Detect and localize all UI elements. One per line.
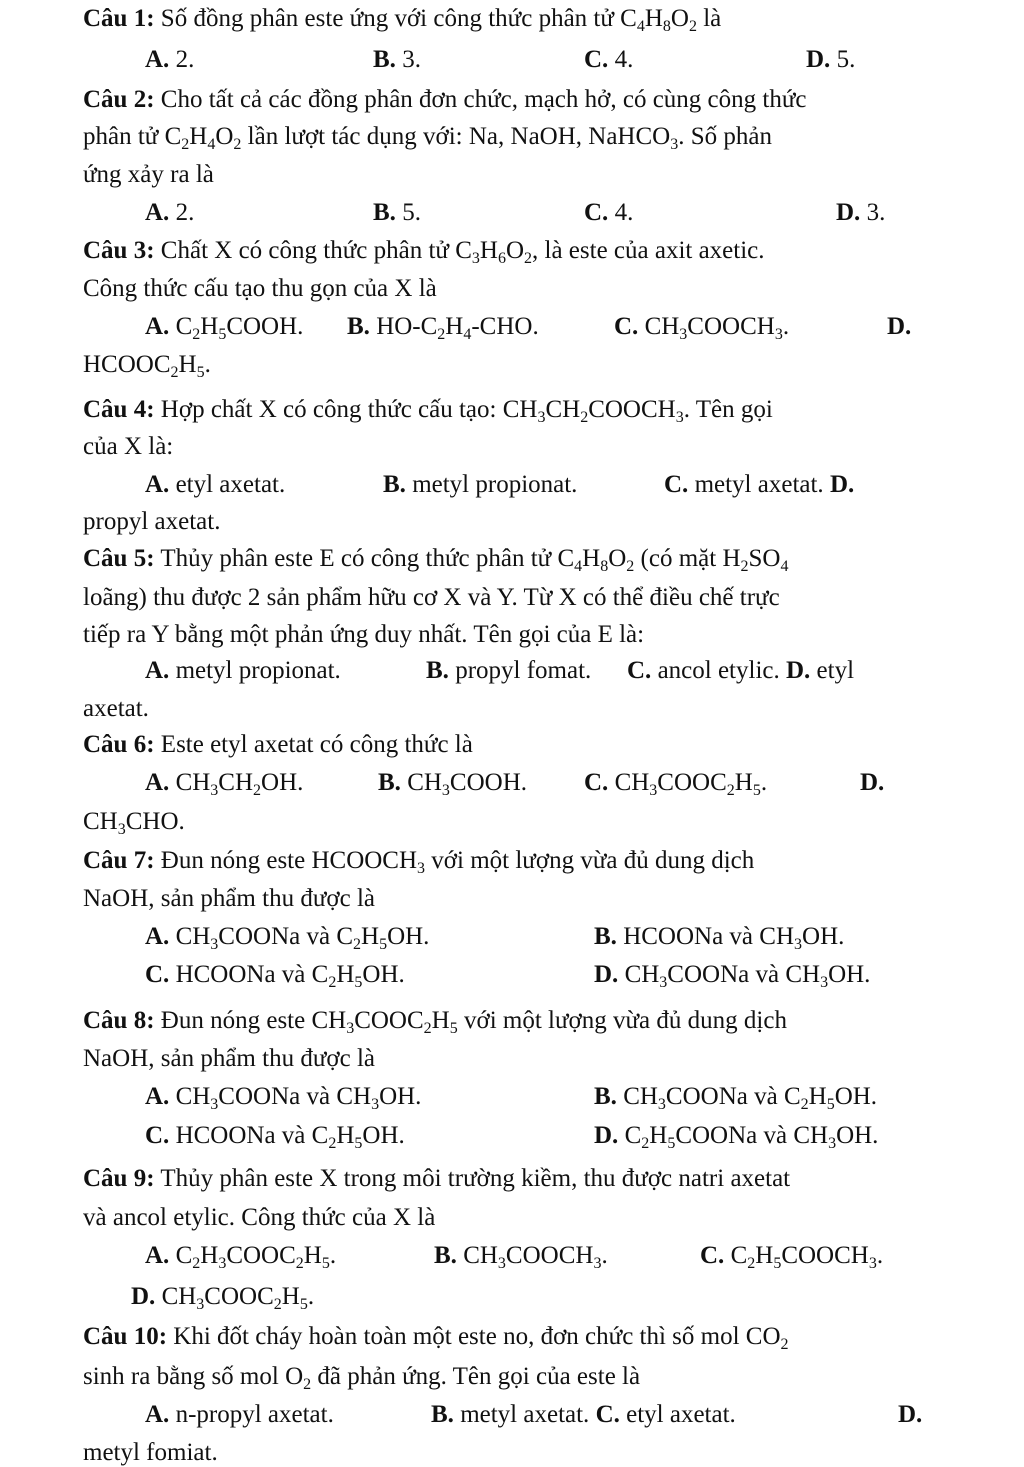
question-3-option-a[interactable]: A. $C_2H_5COOH$.: [145, 313, 304, 343]
question-4-stem-line-2: của X là:: [83, 433, 174, 460]
question-1-option-a[interactable]: A. 2.: [145, 46, 195, 73]
question-2-stem-line-2: phân tử $C_2H_4O_2$ lần lượt tác dụng với: Na, NaOH, NaHCO$_3$. Số phản: [83, 123, 772, 153]
question-3-option-d-letter[interactable]: D.: [887, 313, 912, 340]
question-8-option-b[interactable]: B. $CH_3COONa$ và $C_2H_5OH$.: [594, 1083, 878, 1113]
question-1-option-b[interactable]: B. 3.: [373, 46, 421, 73]
question-9-option-a[interactable]: A. $C_2H_3COOC_2H_5$.: [145, 1242, 337, 1272]
question-1-option-c[interactable]: C. 4.: [584, 46, 634, 73]
question-7-stem: Câu 7: Đun nóng este $HCOOCH_3$ với một lượng vừa đủ dung dịch: [83, 847, 755, 877]
question-2-option-d[interactable]: D. 3.: [836, 199, 886, 226]
question-10-option-a[interactable]: A. n-propyl axetat.: [145, 1401, 334, 1428]
question-3-option-c[interactable]: C. $CH_3COOCH_3$.: [614, 313, 790, 343]
question-5-label: Câu 5:: [83, 545, 155, 572]
question-2-stem-line-3: ứng xảy ra là: [83, 161, 214, 188]
question-6-label: Câu 6:: [83, 731, 155, 758]
question-2-option-b[interactable]: B. 5.: [373, 199, 421, 226]
question-2-stem: Câu 2: Cho tất cả các đồng phân đơn chức, mạch hở, có cùng công thức: [83, 86, 807, 113]
question-8-option-c[interactable]: C. HCOONa và $C_2H_5OH$.: [145, 1122, 405, 1152]
question-5-stem-line-2: loãng) thu được 2 sản phẩm hữu cơ X và Y. Từ X có thể điều chế trực: [83, 584, 780, 611]
question-3-option-b[interactable]: B. $HO-C_2H_4$-CHO.: [347, 313, 539, 343]
question-6-option-d-letter[interactable]: D.: [860, 769, 885, 796]
question-5-stem: Câu 5: Thủy phân este E có công thức phân tử $C_4H_8O_2$ (có mặt $H_2SO_4$: [83, 545, 789, 575]
question-9-option-b[interactable]: B. $CH_3COOCH_3$.: [434, 1242, 608, 1272]
question-9-stem: Câu 9: Thủy phân este X trong môi trường kiềm, thu được natri axetat: [83, 1165, 791, 1192]
question-10-option-d-letter[interactable]: D.: [898, 1401, 923, 1428]
question-8-label: Câu 8:: [83, 1007, 155, 1034]
question-1-label: Câu 1:: [83, 5, 155, 32]
question-7-option-b[interactable]: B. HCOONa và $CH_3OH$.: [594, 923, 845, 953]
question-1-stem: Câu 1: Số đồng phân este ứng với công thức phân tử $C_4H_8O_2$ là: [83, 5, 722, 35]
question-2-option-a[interactable]: A. 2.: [145, 199, 195, 226]
question-6-option-c[interactable]: C. $CH_3COOC_2H_5$.: [584, 769, 768, 799]
question-7-option-c[interactable]: C. HCOONa và $C_2H_5OH$.: [145, 961, 405, 991]
question-4-option-a[interactable]: A. etyl axetat.: [145, 471, 286, 498]
question-8-option-d[interactable]: D. $C_2H_5COONa$ và $CH_3OH$.: [594, 1122, 879, 1152]
question-6-option-a[interactable]: A. $CH_3CH_2OH$.: [145, 769, 304, 799]
question-7-option-a[interactable]: A. $CH_3COONa$ và $C_2H_5OH$.: [145, 923, 430, 953]
question-5-option-b[interactable]: B. propyl fomat.: [426, 657, 592, 684]
question-10-option-b[interactable]: B. metyl axetat. C. etyl axetat.: [431, 1401, 736, 1428]
question-4-stem: Câu 4: Hợp chất X có công thức cấu tạo: $CH_3CH_2COOCH_3$. Tên gọi: [83, 396, 773, 426]
question-9-stem-line-2: và ancol etylic. Công thức của X là: [83, 1204, 436, 1231]
question-3-stem-line-2: Công thức cấu tạo thu gọn của X là: [83, 275, 437, 302]
question-10-label: Câu 10:: [83, 1323, 168, 1350]
question-3-stem: Câu 3: Chất X có công thức phân tử $C_3H_6O_2$, là este của axit axetic.: [83, 237, 765, 267]
question-2-label: Câu 2:: [83, 86, 155, 113]
question-5-option-d[interactable]: axetat.: [83, 695, 149, 722]
question-6-option-b[interactable]: B. $CH_3COOH$.: [378, 769, 528, 799]
question-4-option-c[interactable]: C. metyl axetat. D.: [664, 471, 855, 498]
question-9-option-d[interactable]: D. $CH_3COOC_2H_5$.: [131, 1283, 315, 1313]
question-7-stem-line-2: NaOH, sản phẩm thu được là: [83, 885, 375, 912]
question-4-option-d[interactable]: propyl axetat.: [83, 508, 221, 535]
question-6-stem: Câu 6: Este etyl axetat có công thức là: [83, 731, 473, 758]
question-3-option-d[interactable]: $HCOOC_2H_5$.: [83, 351, 211, 381]
question-5-option-a[interactable]: A. metyl propionat.: [145, 657, 341, 684]
question-2-option-c[interactable]: C. 4.: [584, 199, 634, 226]
question-3-label: Câu 3:: [83, 237, 155, 264]
question-7-option-d[interactable]: D. $CH_3COONa$ và $CH_3OH$.: [594, 961, 871, 991]
question-1-option-d[interactable]: D. 5.: [806, 46, 856, 73]
question-7-label: Câu 7:: [83, 847, 155, 874]
question-8-stem: Câu 8: Đun nóng este $CH_3COOC_2H_5$ với một lượng vừa đủ dung dịch: [83, 1007, 787, 1037]
question-10-option-d[interactable]: metyl fomiat.: [83, 1439, 218, 1466]
question-5-stem-line-3: tiếp ra Y bằng một phản ứng duy nhất. Tên gọi của E là:: [83, 621, 645, 648]
question-10-stem: Câu 10: Khi đốt cháy hoàn toàn một este no, đơn chức thì số mol $CO_2$: [83, 1323, 789, 1353]
question-8-option-a[interactable]: A. $CH_3COONa$ và $CH_3OH$.: [145, 1083, 422, 1113]
question-9-label: Câu 9:: [83, 1165, 155, 1192]
question-4-option-b[interactable]: B. metyl propionat.: [383, 471, 578, 498]
question-8-stem-line-2: NaOH, sản phẩm thu được là: [83, 1045, 375, 1072]
question-5-option-c[interactable]: C. ancol etylic. D. etyl: [627, 657, 855, 684]
question-6-option-d[interactable]: $CH_3CHO$.: [83, 808, 185, 838]
question-9-option-c[interactable]: C. $C_2H_5COOCH_3$.: [700, 1242, 884, 1272]
question-4-label: Câu 4:: [83, 396, 155, 423]
question-10-stem-line-2: sinh ra bằng số mol $O_2$ đã phản ứng. Tên gọi của este là: [83, 1363, 641, 1393]
